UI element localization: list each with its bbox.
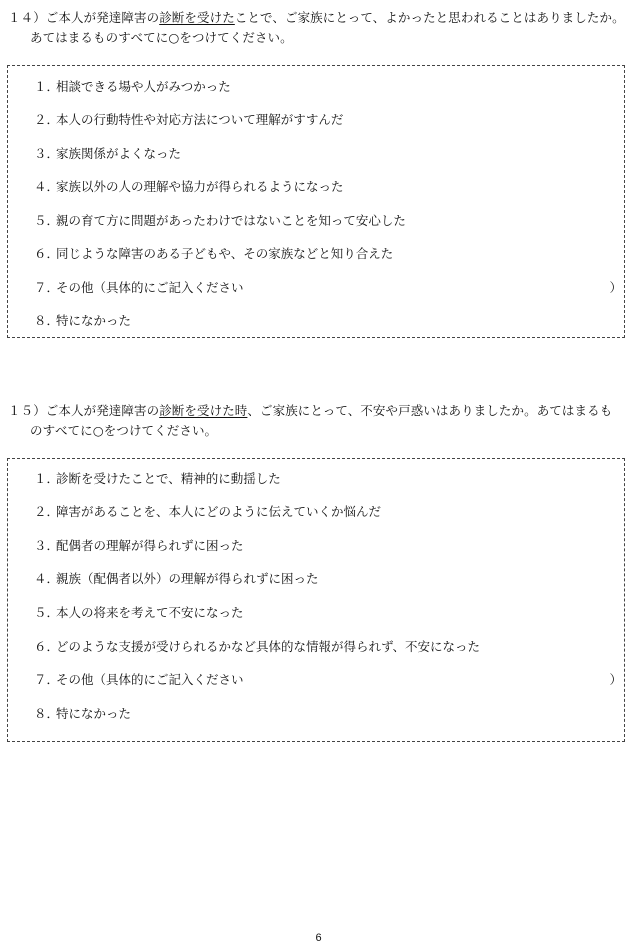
option-label: 診断を受けたことで、精神的に動揺した	[56, 471, 281, 486]
question-15	[8, 401, 632, 441]
question-14-underlined: 診断を受けた	[159, 10, 235, 25]
option-label: 親族（配偶者以外）の理解が得られずに困った	[56, 571, 319, 586]
option-15-3[interactable]	[34, 537, 244, 555]
option-label: どのような支援が受けられるかなど具体的な情報が得られず、不安になった	[56, 639, 481, 654]
option-number: ８．	[34, 706, 60, 721]
question-15-line2: のすべてに○をつけてください。	[30, 423, 218, 438]
option-label: 特になかった	[56, 706, 132, 721]
option-number: ５．	[34, 605, 60, 620]
options-box-15	[7, 458, 625, 742]
option-label: 家族以外の人の理解や協力が得られるようになった	[56, 179, 344, 194]
option-number: １．	[34, 79, 60, 94]
option-15-7[interactable]	[34, 671, 244, 689]
option-15-4[interactable]	[34, 570, 319, 588]
option-number: ３．	[34, 538, 60, 553]
question-14-text-a: １４）ご本人が発達障害の	[8, 10, 160, 25]
option-number: ２．	[34, 112, 60, 127]
option-number: ３．	[34, 146, 60, 161]
option-label: 家族関係がよくなった	[56, 146, 182, 161]
option-label: 相談できる場や人がみつかった	[56, 79, 231, 94]
option-label: 本人の将来を考えて不安になった	[56, 605, 244, 620]
option-14-2[interactable]	[34, 111, 343, 129]
question-14	[8, 8, 632, 48]
question-15-text-a: １５）ご本人が発達障害の	[8, 403, 160, 418]
option-15-6[interactable]	[34, 638, 480, 656]
question-15-underlined: 診断を受けた時	[159, 403, 248, 418]
option-15-1[interactable]	[34, 470, 281, 488]
option-label: 本人の行動特性や対応方法について理解がすすんだ	[56, 112, 344, 127]
option-label: 配偶者の理解が得られずに困った	[56, 538, 244, 553]
option-15-7-paren-close: ）	[609, 672, 622, 687]
option-15-8[interactable]	[34, 705, 131, 723]
option-label: 同じような障害のある子どもや、その家族などと知り合えた	[56, 246, 394, 261]
option-label: その他（具体的にご記入ください	[56, 672, 244, 687]
option-14-6[interactable]	[34, 245, 393, 263]
option-number: ６．	[34, 639, 60, 654]
option-number: ４．	[34, 179, 60, 194]
option-number: ４．	[34, 571, 60, 586]
option-14-4[interactable]	[34, 178, 344, 196]
option-label: その他（具体的にご記入ください	[56, 280, 244, 295]
question-14-text-b: ことで、ご家族にとって、よかったと思われることはありましたか。	[234, 10, 625, 25]
option-label: 障害があることを、本人にどのように伝えていくか悩んだ	[56, 504, 382, 519]
option-label: 親の育て方に問題があったわけではないことを知って安心した	[56, 213, 406, 228]
option-number: ７．	[34, 672, 60, 687]
option-number: ２．	[34, 504, 60, 519]
option-14-8[interactable]	[34, 312, 131, 330]
option-14-7[interactable]	[34, 279, 244, 297]
option-14-3[interactable]	[34, 145, 181, 163]
option-label: 特になかった	[56, 313, 132, 328]
page-number: 6	[315, 932, 322, 944]
option-14-1[interactable]	[34, 78, 231, 96]
question-15-text-b: 、ご家族にとって、不安や戸惑いはありましたか。あてはまるも	[247, 403, 613, 418]
option-number: ８．	[34, 313, 60, 328]
option-number: ６．	[34, 246, 60, 261]
option-15-5[interactable]	[34, 604, 244, 622]
option-number: ７．	[34, 280, 60, 295]
option-14-7-paren-close: ）	[609, 280, 622, 295]
option-15-2[interactable]	[34, 503, 381, 521]
question-14-line2: あてはまるものすべてに○をつけてください。	[30, 30, 293, 45]
option-number: １．	[34, 471, 60, 486]
options-box-14	[7, 65, 625, 338]
option-14-5[interactable]	[34, 212, 406, 230]
option-number: ５．	[34, 213, 60, 228]
